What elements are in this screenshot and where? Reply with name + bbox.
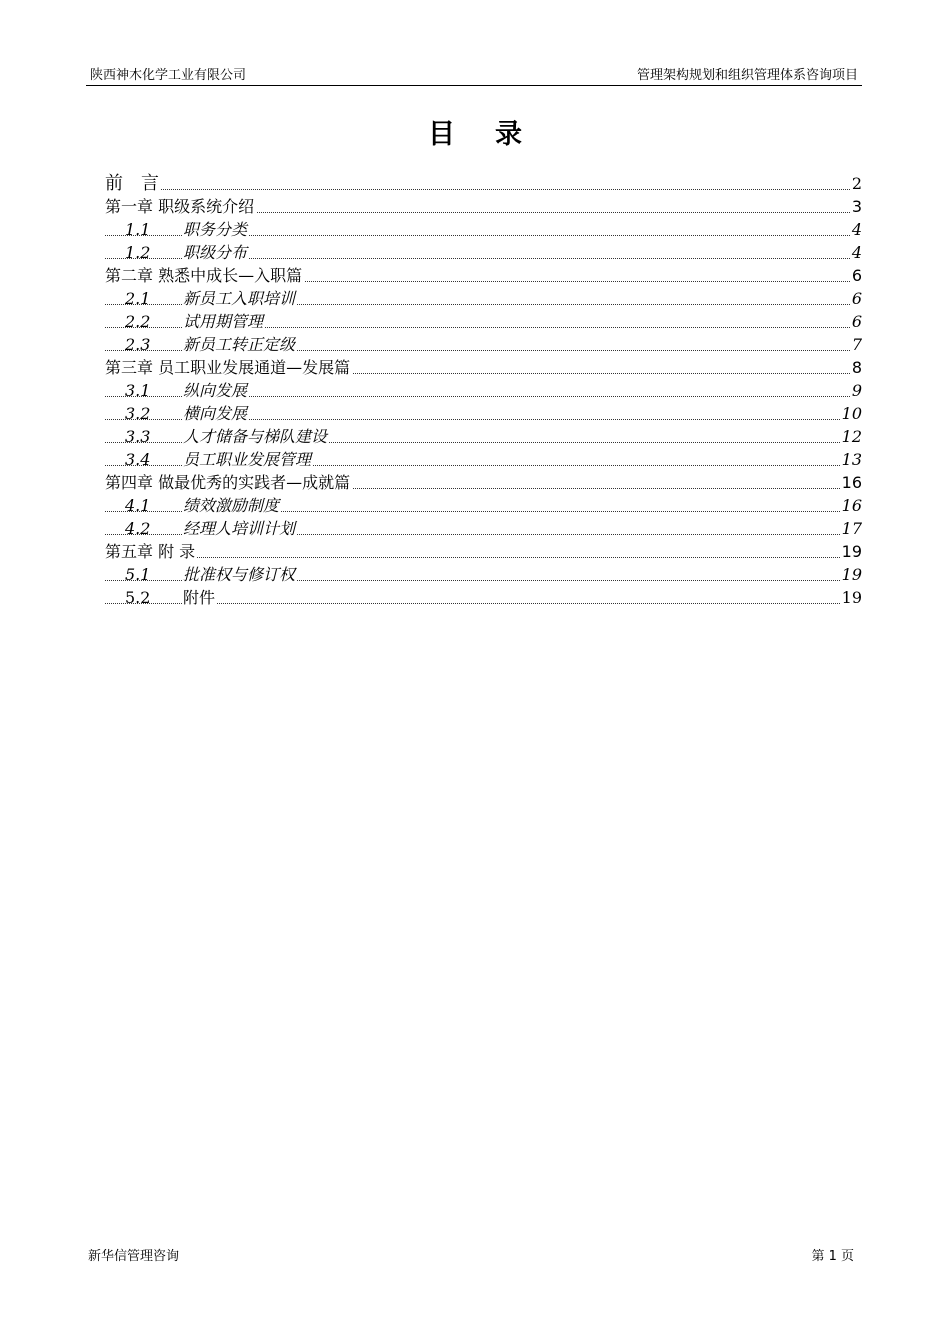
- toc-entry-number: 2.2: [125, 312, 151, 331]
- toc-entry-number: 3.1: [125, 381, 151, 400]
- toc-entry[interactable]: [105, 402, 862, 425]
- toc-entry-label: 第一章 职级系统介绍: [105, 197, 255, 216]
- toc-entry-label: 新员工入职培训: [183, 289, 296, 308]
- toc-entry-label: 前 言: [105, 173, 159, 194]
- toc-entry-label: 第五章 附 录: [105, 542, 196, 561]
- toc-entry-number: 2.3: [125, 335, 151, 354]
- toc-entry[interactable]: [105, 425, 862, 448]
- toc-entry-label: 新员工转正定级: [183, 335, 296, 354]
- toc-entry[interactable]: [105, 356, 862, 379]
- header-project: 管理架构规划和组织管理体系咨询项目: [636, 68, 858, 83]
- toc-entry-label: 绩效激励制度: [183, 496, 280, 515]
- toc-entry-label: 第四章 做最优秀的实践者—成就篇: [105, 473, 351, 492]
- toc-entry-page: 4: [851, 243, 862, 262]
- toc-entry-label: 横向发展: [183, 404, 248, 423]
- page-header: [86, 67, 862, 86]
- toc-entry-number: 5.1: [125, 565, 151, 584]
- toc-entry-page: 10: [841, 404, 862, 423]
- footer-firm: 新华信管理咨询: [88, 1249, 180, 1264]
- toc-entry-number: 4.1: [125, 496, 151, 515]
- toc-entry[interactable]: [105, 586, 862, 609]
- toc-title: 目录: [428, 119, 562, 150]
- toc-leader-dots: [105, 189, 862, 190]
- toc-entry-number: 3.4: [125, 450, 151, 469]
- toc-entry-label: 员工职业发展管理: [183, 450, 312, 469]
- table-of-contents: [105, 172, 862, 609]
- toc-entry[interactable]: [105, 241, 862, 264]
- toc-entry[interactable]: [105, 563, 862, 586]
- toc-entry-page: 9: [851, 381, 862, 400]
- toc-entry-page: 6: [851, 266, 862, 285]
- toc-entry-page: 19: [841, 565, 862, 584]
- toc-entry-number: 5.2: [125, 588, 151, 607]
- toc-entry-label: 纵向发展: [183, 381, 248, 400]
- toc-entry[interactable]: [105, 379, 862, 402]
- toc-entry-label: 第二章 熟悉中成长—入职篇: [105, 266, 303, 285]
- toc-entry-page: 6: [851, 312, 862, 331]
- toc-entry-number: 1.2: [125, 243, 151, 262]
- toc-entry-label: 职级分布: [183, 243, 248, 262]
- toc-entry-page: 16: [841, 473, 862, 492]
- page-footer: [86, 1248, 854, 1266]
- toc-entry-page: 17: [841, 519, 862, 538]
- toc-entry[interactable]: [105, 448, 862, 471]
- toc-entry-page: 4: [851, 220, 862, 239]
- toc-entry-number: 3.2: [125, 404, 151, 423]
- toc-entry-label: 职务分类: [183, 220, 248, 239]
- toc-entry[interactable]: [105, 540, 862, 563]
- toc-entry-number: 2.1: [125, 289, 151, 308]
- toc-entry-label: 经理人培训计划: [183, 519, 296, 538]
- toc-entry-page: 12: [841, 427, 862, 446]
- toc-entry-page: 8: [851, 358, 862, 377]
- toc-entry-label: 附件: [183, 588, 216, 607]
- toc-entry-page: 13: [841, 450, 862, 469]
- toc-entry-page: 7: [851, 335, 862, 354]
- toc-entry[interactable]: [105, 218, 862, 241]
- toc-entry-label: 第三章 员工职业发展通道—发展篇: [105, 358, 351, 377]
- toc-entry-number: 1.1: [125, 220, 151, 239]
- toc-entry-page: 19: [841, 542, 862, 561]
- toc-entry-label: 试用期管理: [183, 312, 264, 331]
- toc-entry[interactable]: [105, 195, 862, 218]
- toc-entry[interactable]: [105, 517, 862, 540]
- toc-entry-label: 人才储备与梯队建设: [183, 427, 328, 446]
- toc-leader-dots: [105, 557, 862, 558]
- toc-entry-page: 6: [851, 289, 862, 308]
- toc-entry[interactable]: [105, 310, 862, 333]
- toc-entry[interactable]: [105, 172, 862, 195]
- toc-entry-page: 19: [841, 588, 862, 607]
- toc-entry[interactable]: [105, 264, 862, 287]
- toc-entry-page: 2: [851, 174, 862, 193]
- header-company: 陕西神木化学工业有限公司: [90, 68, 247, 83]
- toc-entry[interactable]: [105, 494, 862, 517]
- toc-leader-dots: [105, 603, 862, 604]
- toc-entry-number: 4.2: [125, 519, 151, 538]
- toc-entry[interactable]: [105, 333, 862, 356]
- toc-entry-page: 16: [841, 496, 862, 515]
- footer-page-number: 第 1 页: [811, 1249, 854, 1264]
- toc-entry[interactable]: [105, 471, 862, 494]
- toc-entry-page: 3: [851, 197, 862, 216]
- toc-entry-label: 批准权与修订权: [183, 565, 296, 584]
- toc-entry-number: 3.3: [125, 427, 151, 446]
- toc-entry[interactable]: [105, 287, 862, 310]
